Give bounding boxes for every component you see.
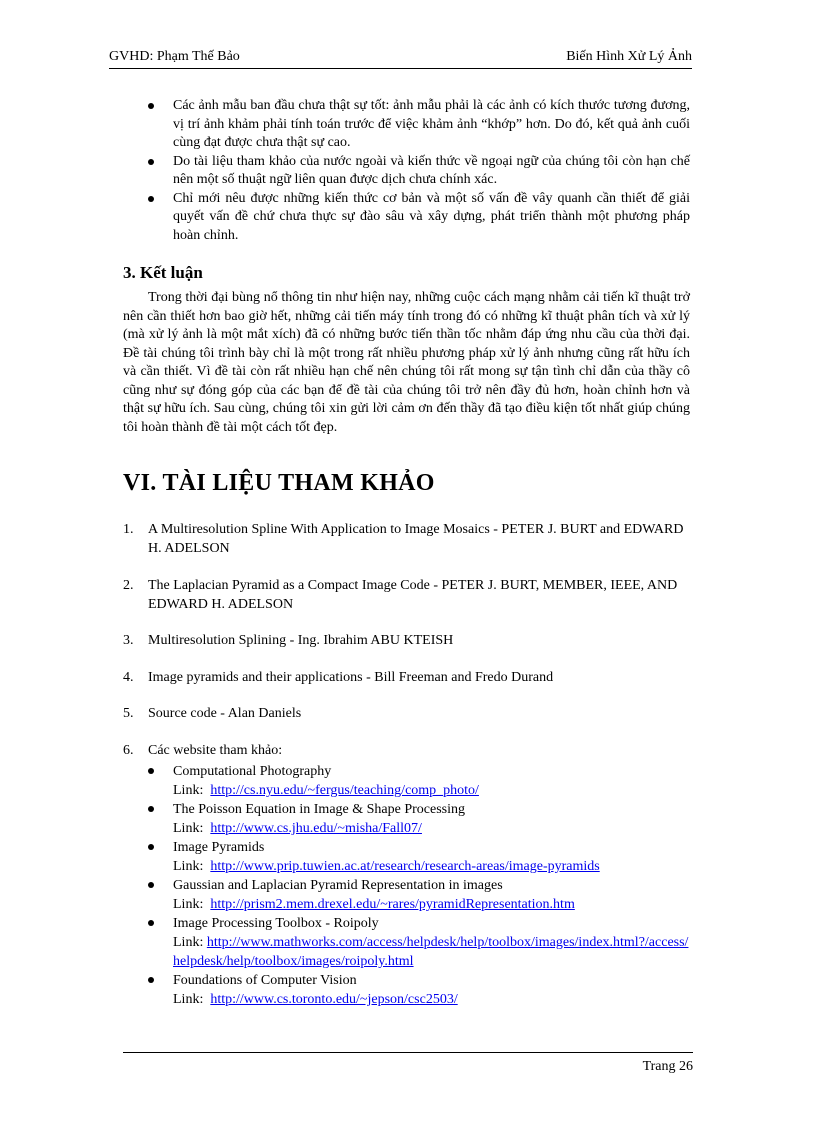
link-label: Link: — [173, 897, 204, 912]
website-link[interactable]: http://www.cs.jhu.edu/~misha/Fall07/ — [210, 821, 422, 836]
conclusion-heading: 3. Kết luận — [123, 263, 203, 282]
reference-text: A Multiresolution Spline With Application to Image Mosaics - PETER J. BURT and EDWARD H. ADELSON — [148, 522, 684, 556]
list-item — [148, 190, 690, 246]
reference-text: The Laplacian Pyramid as a Compact Image Code - PETER J. BURT, MEMBER, IEEE, AND EDWARD H. ADELSON — [148, 578, 678, 612]
bullet-icon — [148, 806, 154, 812]
website-title: Image Pyramids — [173, 840, 265, 855]
list-item-text: Các ảnh mẫu ban đầu chưa thật sự tốt: ảnh mẫu phải là các ảnh có kích thước tương đương, vị trí ảnh khảm phải tính toán trước để việc khảm ảnh “khớp” hơn. Do đó, kết quả ảnh cuối cùng đạt được chưa thật sự cao. — [173, 98, 690, 150]
limitations-list — [148, 97, 690, 245]
bullet-icon — [148, 103, 154, 109]
bullet-icon — [148, 920, 154, 926]
list-item-text: Do tài liệu tham khảo của nước ngoài và kiến thức về ngoại ngữ của chúng tôi còn hạn chế nên một số thuật ngữ liên quan được dịch chưa chính xác. — [173, 153, 690, 187]
reference-item — [123, 742, 693, 761]
page-footer — [123, 1052, 693, 1074]
page-header — [109, 49, 692, 69]
reference-text: Các website tham khảo: — [148, 743, 283, 758]
website-item — [148, 838, 693, 876]
reference-item — [123, 705, 693, 724]
website-title: Computational Photography — [173, 764, 332, 779]
reference-number: 1. — [123, 522, 134, 537]
reference-item — [123, 577, 693, 614]
website-title: Image Processing Toolbox - Roipoly — [173, 916, 379, 931]
website-title: Gaussian and Laplacian Pyramid Representation in images — [173, 878, 503, 893]
website-link[interactable]: http://prism2.mem.drexel.edu/~rares/pyramidRepresentation.htm — [210, 897, 575, 912]
header-advisor: GVHD: Phạm Thế Bảo — [109, 49, 240, 64]
website-item — [148, 876, 693, 914]
page-number: Trang 26 — [642, 1059, 693, 1074]
website-link[interactable]: http://www.cs.toronto.edu/~jepson/csc2503/ — [210, 992, 458, 1007]
website-link[interactable]: http://cs.nyu.edu/~fergus/teaching/comp_photo/ — [210, 783, 479, 798]
reference-number: 2. — [123, 578, 134, 593]
website-link[interactable]: http://www.mathworks.com/access/helpdesk/help/toolbox/images/index.html?/access/helpdesk/help/toolbox/images/roipoly.html — [173, 935, 689, 969]
website-list — [148, 762, 693, 1009]
reference-number: 4. — [123, 670, 134, 685]
website-link[interactable]: http://www.prip.tuwien.ac.at/research/research-areas/image-pyramids — [210, 859, 600, 874]
reference-item — [123, 521, 693, 558]
link-label: Link: — [173, 783, 204, 798]
reference-item — [123, 669, 693, 688]
bullet-icon — [148, 844, 154, 850]
header-title: Biến Hình Xử Lý Ảnh — [566, 49, 692, 64]
references-heading: VI. TÀI LIỆU THAM KHẢO — [123, 470, 435, 496]
bullet-icon — [148, 977, 154, 983]
reference-number: 5. — [123, 706, 134, 721]
bullet-icon — [148, 882, 154, 888]
reference-item — [123, 632, 693, 651]
reference-text: Multiresolution Splining - Ing. Ibrahim ABU KTEISH — [148, 633, 454, 648]
reference-text: Source code - Alan Daniels — [148, 706, 302, 721]
reference-number: 6. — [123, 743, 134, 758]
website-item — [148, 762, 693, 800]
list-item — [148, 97, 690, 153]
list-item-text: Chỉ mới nêu được những kiến thức cơ bản và một số vấn đề vây quanh cần thiết để giải quyết vấn đề chứ chưa thực sự đào sâu và xây dựng, phát triển thành một phương pháp hoàn chỉnh. — [173, 190, 690, 243]
reference-text: Image pyramids and their applications - Bill Freeman and Fredo Durand — [148, 670, 554, 685]
bullet-icon — [148, 768, 154, 774]
link-label: Link: — [173, 859, 204, 874]
reference-number: 3. — [123, 633, 134, 648]
link-label: Link: — [173, 821, 204, 836]
link-label: Link: — [173, 935, 204, 950]
bullet-icon — [148, 159, 154, 165]
website-item — [148, 971, 693, 1009]
website-title: Foundations of Computer Vision — [173, 973, 357, 988]
list-item — [148, 153, 690, 190]
conclusion-paragraph: Trong thời đại bùng nổ thông tin như hiện nay, những cuộc cách mạng nhằm cải tiến kĩ thuật trở nên cần thiết hơn bao giờ hết, những cải tiến máy tính trong đó có những kĩ thuật phân tích và xử lý (mà xử lý ảnh là một mắt xích) đã có những bước tiến thần tốc nhằm đáp ứng nhu cầu của thời đại. Đề tài chúng tôi trình bày chỉ là một trong rất nhiều phương pháp xử lý ảnh nhưng cũng rất hữu ích và cần thiết. Vì đề tài còn rất nhiều hạn chế nên chúng tôi rất mong sự tận tình chỉ dẫn của thầy cô cũng như sự đóng góp của các bạn để đề tài của chúng tôi trở nên đầy đủ hơn, hoàn chỉnh hơn và thật sự hữu ích. Sau cùng, chúng tôi xin gửi lời cảm ơn đến thầy đã tạo điều kiện tốt nhất giúp chúng tôi hoàn thành đề tài một cách tốt đẹp. — [123, 290, 690, 435]
website-title: The Poisson Equation in Image & Shape Processing — [173, 802, 466, 817]
website-item — [148, 914, 693, 971]
website-item — [148, 800, 693, 838]
bullet-icon — [148, 196, 154, 202]
link-label: Link: — [173, 992, 204, 1007]
